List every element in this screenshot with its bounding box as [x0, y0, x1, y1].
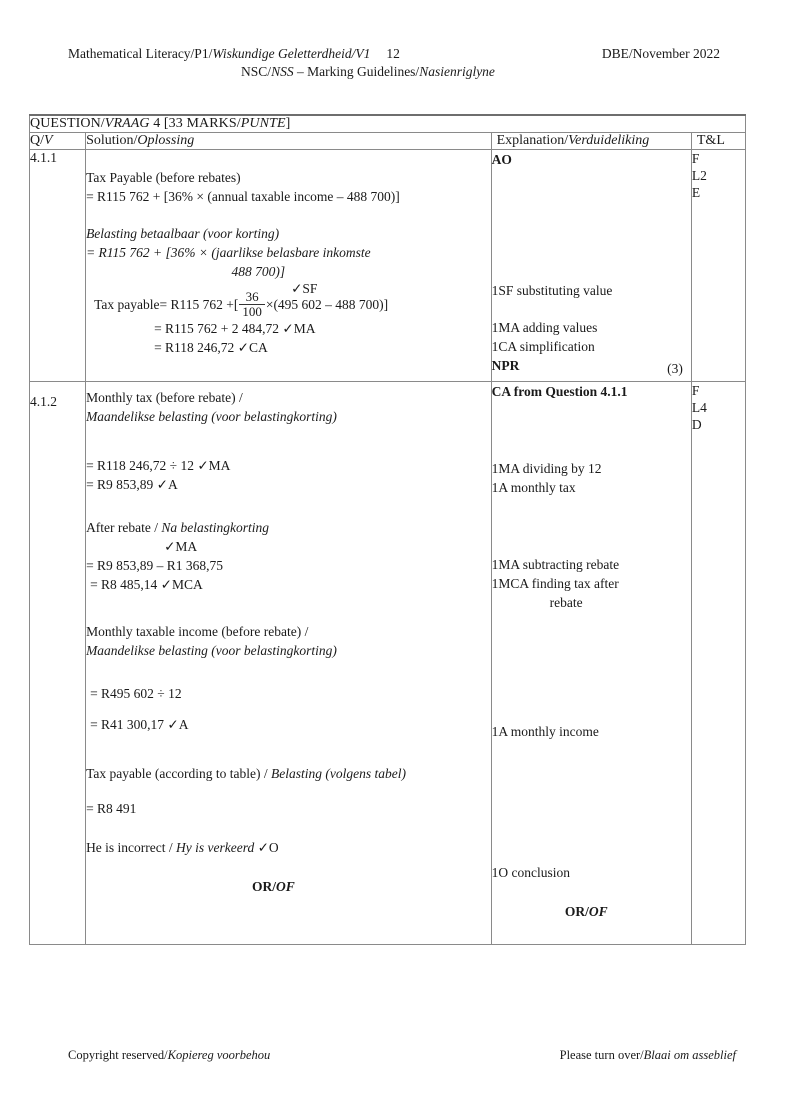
sol-411-line4: = R115 762 + [36% × (jaarlikse belasbare inkomste: [86, 245, 371, 260]
page-footer: [68, 1048, 736, 1064]
sol-411-eq-rhs: = R115 762 +[: [159, 297, 239, 312]
marks-bracket-close: ]: [285, 116, 291, 131]
sol-412-or-af: OF: [275, 879, 295, 894]
sol-411-eq-label: Tax payable: [94, 297, 160, 312]
tl-411-item-2: E: [691, 185, 701, 200]
exp-412-e6: 1A monthly income: [491, 724, 599, 739]
col-header-explanation-af: Verduideliking: [568, 133, 650, 148]
footer-turn-over: [560, 1048, 736, 1063]
sol-411-line5: 488 700)]: [231, 264, 286, 279]
table-row: [30, 150, 746, 382]
header-nasienriglyne: Nasienriglyne: [419, 64, 495, 79]
sol-412-line8: = R8 485,14 ✓MCA: [90, 577, 203, 592]
exp-412-e5: rebate: [549, 595, 583, 610]
tl-cell-411: [691, 150, 745, 382]
sol-411-eq-tail: ×(495 602 – 488 700)]: [265, 297, 389, 312]
question-number-marks: 4 [33 MARKS/: [149, 116, 241, 131]
sol-412-after-rebate-af: Na belastingkorting: [161, 520, 270, 535]
table-row: [30, 382, 746, 945]
exp-412-e1: 1MA dividing by 12: [491, 461, 602, 476]
exp-411-npr: NPR: [491, 358, 520, 373]
sol-412-table-tax-en: Tax payable (according to table) /: [86, 766, 272, 781]
header-dbe-date: DBE/November 2022: [601, 46, 720, 61]
fraction-36-over-100: [239, 290, 265, 319]
header-marking-guidelines: – Marking Guidelines/: [293, 64, 420, 79]
exp-412-e4: 1MCA finding tax after: [491, 576, 619, 591]
col-header-q: Q/: [30, 133, 44, 148]
row-number-411: 4.1.1: [30, 150, 86, 382]
header-nss: NSS: [271, 64, 294, 79]
table-title-row: [30, 115, 746, 133]
sol-411-equation-block: [86, 281, 491, 319]
solution-cell-411: [86, 150, 492, 382]
fraction-numerator: 36: [245, 289, 259, 304]
tl-411-item-0: F: [691, 151, 700, 166]
exp-412-or-label: [492, 904, 691, 920]
exp-412-or-en: OR/: [564, 904, 589, 919]
sol-412-line12: = R41 300,17 ✓A: [90, 717, 189, 732]
sol-412-after-rebate-heading: [86, 518, 491, 537]
sol-412-after-rebate-en: After rebate /: [86, 520, 162, 535]
sol-411-main-equation: [86, 281, 491, 319]
sol-412-line1: Monthly tax (before rebate) /: [86, 390, 243, 405]
exp-411-ma: 1MA adding values: [491, 320, 598, 335]
footer-turn-over-en: Please turn over/: [559, 1048, 644, 1062]
sol-411-line2: = R115 762 + [36% × (annual taxable income – 488 700)]: [86, 189, 400, 204]
sol-412-conclusion-mark: ✓O: [254, 840, 279, 855]
question-title-cell: [30, 115, 746, 133]
col-header-solution-en: Solution/: [86, 133, 138, 148]
header-subject: [68, 45, 400, 63]
page-header: [68, 45, 720, 81]
table-header-row: [30, 133, 746, 150]
question-label-af: VRAAG: [104, 116, 150, 131]
footer-copyright-en: Copyright reserved/: [68, 1048, 168, 1062]
tl-411-item-1: L2: [691, 168, 707, 183]
sol-412-line14: = R8 491: [86, 801, 137, 816]
sol-411-sf-mark: ✓SF: [291, 281, 318, 296]
footer-copyright: [68, 1048, 270, 1063]
sol-411-line7: = R118 246,72 ✓CA: [154, 340, 268, 355]
explanation-cell-411: [491, 150, 691, 382]
sol-412-or-label: [86, 879, 491, 895]
tl-cell-412: [691, 382, 745, 945]
sol-412-conclusion: [86, 838, 491, 857]
marks-label-af: PUNTE: [240, 116, 286, 131]
solution-cell-412: [86, 382, 492, 945]
sol-412-line9: Monthly taxable income (before rebate) /: [86, 624, 309, 639]
exp-412-ca-note: CA from Question 4.1.1: [491, 384, 628, 399]
sol-411-line3: Belasting betaalbaar (voor korting): [86, 226, 280, 241]
sol-412-conclusion-af: Hy is verkeerd: [176, 840, 255, 855]
sol-412-line13: [86, 764, 491, 783]
sol-412-line3: = R118 246,72 ÷ 12 ✓MA: [86, 458, 231, 473]
header-subject-af: Wiskundige Geletterdheid/V1: [212, 46, 371, 61]
exp-412-e7: 1O conclusion: [491, 865, 570, 880]
sol-411-line6: = R115 762 + 2 484,72 ✓MA: [154, 321, 316, 336]
header-nsc: NSC/: [241, 64, 272, 79]
fraction-denominator: 100: [239, 304, 265, 319]
marking-guidelines-table: [29, 114, 746, 945]
exp-411-marks-total: (3): [667, 361, 683, 376]
col-header-qv: [30, 133, 86, 150]
sol-412-line11: = R495 602 ÷ 12: [90, 686, 182, 701]
row-number-412: 4.1.2: [30, 382, 86, 945]
col-header-v: V: [44, 133, 53, 148]
exp-411-ca: 1CA simplification: [491, 339, 595, 354]
exp-411-ao: AO: [491, 152, 512, 167]
sol-412-table-tax-af: Belasting (volgens tabel): [271, 766, 407, 781]
question-label: QUESTION/: [30, 116, 105, 131]
sol-412-ma-mark: ✓MA: [164, 539, 198, 554]
sol-412-or-en: OR/: [251, 879, 276, 894]
footer-copyright-af: Kopiereg voorbehou: [167, 1048, 271, 1062]
explanation-cell-412: [491, 382, 691, 945]
sol-412-line2: Maandelikse belasting (voor belastingkorting): [86, 409, 337, 424]
col-header-solution-af: Oplossing: [137, 133, 195, 148]
exp-412-e3: 1MA subtracting rebate: [491, 557, 620, 572]
sol-412-line10: Maandelikse belasting (voor belastingkorting): [86, 643, 337, 658]
exp-412-e2: 1A monthly tax: [491, 480, 576, 495]
exp-412-or-af: OF: [588, 904, 608, 919]
sol-412-line4: = R9 853,89 ✓A: [86, 477, 178, 492]
header-line-2: [68, 63, 720, 81]
sol-412-line7: = R9 853,89 – R1 368,75: [86, 558, 224, 573]
sol-412-conclusion-en: He is incorrect /: [86, 840, 177, 855]
col-header-explanation-en: Explanation/: [496, 133, 569, 148]
tl-412-item-0: F: [691, 383, 700, 398]
sol-411-line1: Tax Payable (before rebates): [86, 170, 241, 185]
col-header-explanation: [491, 133, 691, 150]
footer-turn-over-af: Blaai om asseblief: [643, 1048, 736, 1062]
col-header-tl: T&L: [691, 133, 745, 150]
tl-412-item-1: L4: [691, 400, 707, 415]
col-header-solution: [86, 133, 492, 150]
header-subject-en: Mathematical Literacy/P1/: [68, 46, 213, 61]
tl-412-item-2: D: [691, 417, 702, 432]
header-page-number: 12: [386, 46, 400, 61]
exp-411-sf: 1SF substituting value: [491, 283, 613, 298]
header-line-1: [68, 45, 720, 63]
